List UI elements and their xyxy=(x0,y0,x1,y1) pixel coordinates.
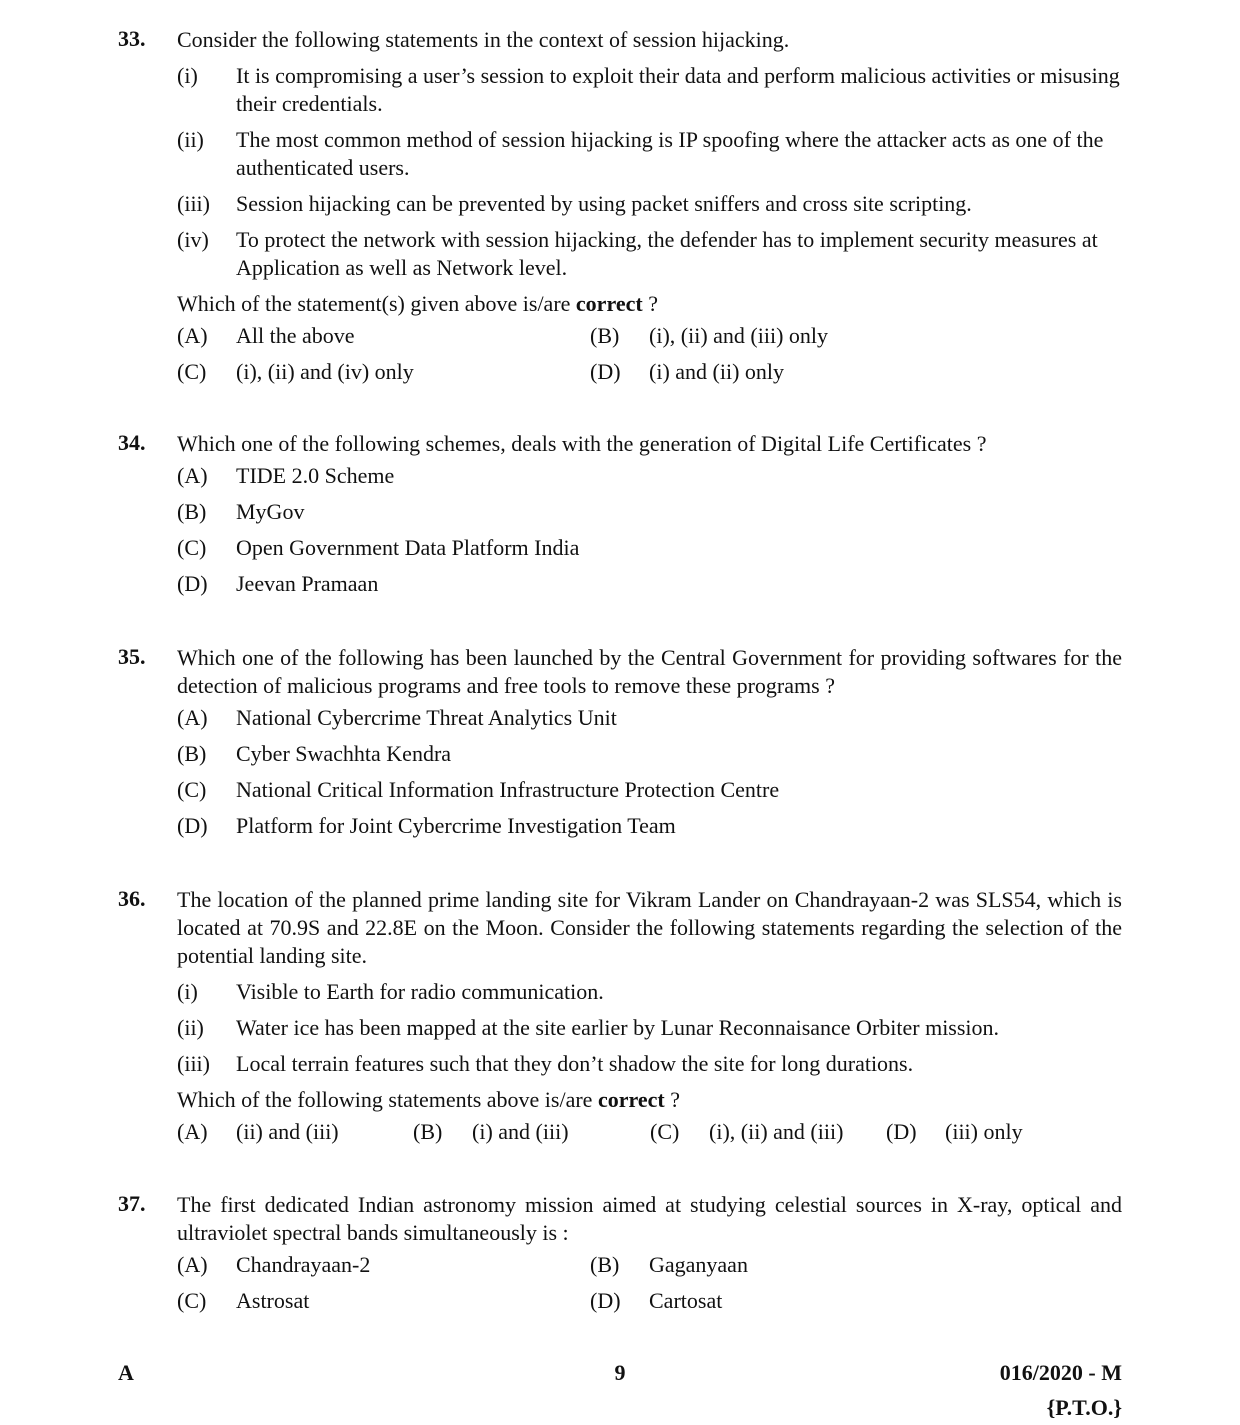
option-text: National Cybercrime Threat Analytics Unit xyxy=(236,705,617,730)
option-label: (C) xyxy=(650,1119,680,1144)
option-label: (D) xyxy=(177,813,208,838)
option-label: (A) xyxy=(177,1119,208,1144)
option-row xyxy=(177,1247,1122,1283)
option-text: TIDE 2.0 Scheme xyxy=(236,463,395,488)
question-text: Which one of the following has been launched by the Central Government for providing softwares for the detection of malicious programs and free tools to remove these programs ? xyxy=(177,645,1122,698)
option-text: Chandrayaan-2 xyxy=(236,1252,371,1277)
question-prompt xyxy=(177,290,1122,318)
option-row xyxy=(177,1114,1122,1150)
statement xyxy=(177,978,1122,1006)
option-a[interactable] xyxy=(177,1247,370,1283)
option-text: Cyber Swachhta Kendra xyxy=(236,741,452,766)
statement-text: The most common method of session hijacking is IP spoofing where the attacker acts as one of the authenticated users. xyxy=(236,127,1104,180)
option-text: Gaganyaan xyxy=(649,1252,748,1277)
series-code: A xyxy=(118,1360,134,1385)
option-b[interactable] xyxy=(177,736,1122,772)
option-text: Astrosat xyxy=(236,1288,310,1313)
option-b[interactable] xyxy=(177,494,1122,530)
statement xyxy=(177,1014,1122,1042)
option-label: (B) xyxy=(590,323,620,348)
statement xyxy=(177,62,1122,118)
option-text: (iii) only xyxy=(945,1119,1023,1144)
option-text: (i) and (iii) xyxy=(472,1119,569,1144)
statement-label: (iii) xyxy=(177,1051,210,1076)
option-text: Jeevan Pramaan xyxy=(236,571,379,596)
option-label: (A) xyxy=(177,1252,208,1277)
prompt-bold: correct xyxy=(597,1087,665,1112)
option-row xyxy=(177,354,1122,390)
option-row xyxy=(177,1283,1122,1319)
option-text: (ii) and (iii) xyxy=(236,1119,339,1144)
statement-text: Session hijacking can be prevented by using packet sniffers and cross site scripting. xyxy=(236,191,972,216)
question-36 xyxy=(118,886,1122,1150)
option-label: (A) xyxy=(177,463,208,488)
option-label: (D) xyxy=(590,359,621,384)
question-35 xyxy=(118,644,1122,844)
option-c[interactable] xyxy=(177,530,1122,566)
statement-text: Local terrain features such that they don’t shadow the site for long durations. xyxy=(236,1051,914,1076)
statement-text: Visible to Earth for radio communication. xyxy=(236,979,604,1004)
option-text: MyGov xyxy=(236,499,305,524)
option-label: (B) xyxy=(413,1119,443,1144)
option-row xyxy=(177,318,1122,354)
prompt-end: ? xyxy=(642,291,658,316)
prompt-bold: correct xyxy=(575,291,643,316)
option-text: Open Government Data Platform India xyxy=(236,535,580,560)
question-37 xyxy=(118,1191,1122,1319)
option-d[interactable] xyxy=(177,808,1122,844)
statement xyxy=(177,226,1122,282)
question-number: 35. xyxy=(118,644,146,669)
option-text: National Critical Information Infrastructure Protection Centre xyxy=(236,777,780,802)
option-text: (i) and (ii) only xyxy=(649,359,785,384)
option-c[interactable] xyxy=(650,1114,843,1150)
question-number: 37. xyxy=(118,1191,146,1216)
pto-note: {P.T.O.} xyxy=(1046,1395,1122,1420)
option-label: (C) xyxy=(177,535,207,560)
option-text: Cartosat xyxy=(649,1288,723,1313)
statement xyxy=(177,190,1122,218)
option-d[interactable] xyxy=(590,1283,722,1319)
option-label: (C) xyxy=(177,777,207,802)
question-prompt xyxy=(177,1086,1122,1114)
question-text: Which one of the following schemes, deals with the generation of Digital Life Certificates ? xyxy=(177,431,987,456)
option-label: (D) xyxy=(177,571,208,596)
statement-label: (i) xyxy=(177,979,198,1004)
option-label: (B) xyxy=(590,1252,620,1277)
option-label: (B) xyxy=(177,499,207,524)
option-c[interactable] xyxy=(177,354,414,390)
option-d[interactable] xyxy=(177,566,1122,602)
option-label: (C) xyxy=(177,1288,207,1313)
option-label: (D) xyxy=(886,1119,917,1144)
question-34 xyxy=(118,430,1122,602)
statement-label: (iv) xyxy=(177,227,209,252)
statement-label: (ii) xyxy=(177,1015,204,1040)
page-number: 9 xyxy=(614,1360,626,1385)
option-text: (i), (ii) and (iii) xyxy=(709,1119,844,1144)
statement-text: To protect the network with session hijacking, the defender has to implement security measures at Application as well as Network level. xyxy=(236,227,1098,280)
option-c[interactable] xyxy=(177,772,1122,808)
option-label: (A) xyxy=(177,323,208,348)
question-number: 36. xyxy=(118,886,146,911)
option-label: (A) xyxy=(177,705,208,730)
option-a[interactable] xyxy=(177,458,1122,494)
statement xyxy=(177,126,1122,182)
option-text: All the above xyxy=(236,323,355,348)
option-a[interactable] xyxy=(177,1114,339,1150)
option-text: (i), (ii) and (iii) only xyxy=(649,323,829,348)
option-a[interactable] xyxy=(177,318,355,354)
option-c[interactable] xyxy=(177,1283,309,1319)
question-33 xyxy=(118,26,1122,390)
question-number: 33. xyxy=(118,26,146,51)
option-d[interactable] xyxy=(590,354,784,390)
question-number: 34. xyxy=(118,430,146,455)
option-label: (C) xyxy=(177,359,207,384)
statement-label: (i) xyxy=(177,63,198,88)
prompt-text: Which of the statement(s) given above is/are xyxy=(177,291,576,316)
option-b[interactable] xyxy=(590,318,828,354)
option-label: (B) xyxy=(177,741,207,766)
option-b[interactable] xyxy=(590,1247,748,1283)
question-text: Consider the following statements in the context of session hijacking. xyxy=(177,27,790,52)
paper-code: 016/2020 - M xyxy=(999,1360,1122,1385)
option-text: Platform for Joint Cybercrime Investigation Team xyxy=(236,813,676,838)
prompt-end: ? xyxy=(664,1087,680,1112)
statement xyxy=(177,1050,1122,1078)
option-d[interactable] xyxy=(886,1114,1023,1150)
statement-label: (iii) xyxy=(177,191,210,216)
option-a[interactable] xyxy=(177,700,1122,736)
option-label: (D) xyxy=(590,1288,621,1313)
statement-text: It is compromising a user’s session to exploit their data and perform malicious activities or misusing their credentials. xyxy=(236,63,1120,116)
option-b[interactable] xyxy=(413,1114,569,1150)
question-text: The first dedicated Indian astronomy mission aimed at studying celestial sources in X-ray, optical and ultraviolet spectral bands simultaneously is : xyxy=(177,1192,1122,1245)
option-text: (i), (ii) and (iv) only xyxy=(236,359,414,384)
statement-text: Water ice has been mapped at the site earlier by Lunar Reconnaisance Orbiter mission. xyxy=(236,1015,1000,1040)
prompt-text: Which of the following statements above is/are xyxy=(177,1087,598,1112)
question-text: The location of the planned prime landing site for Vikram Lander on Chandrayaan-2 was SLS54, which is located at 70.9S and 22.8E on the Moon. Consider the following statements regarding the selection of the potential landing site. xyxy=(177,887,1122,968)
statement-label: (ii) xyxy=(177,127,204,152)
